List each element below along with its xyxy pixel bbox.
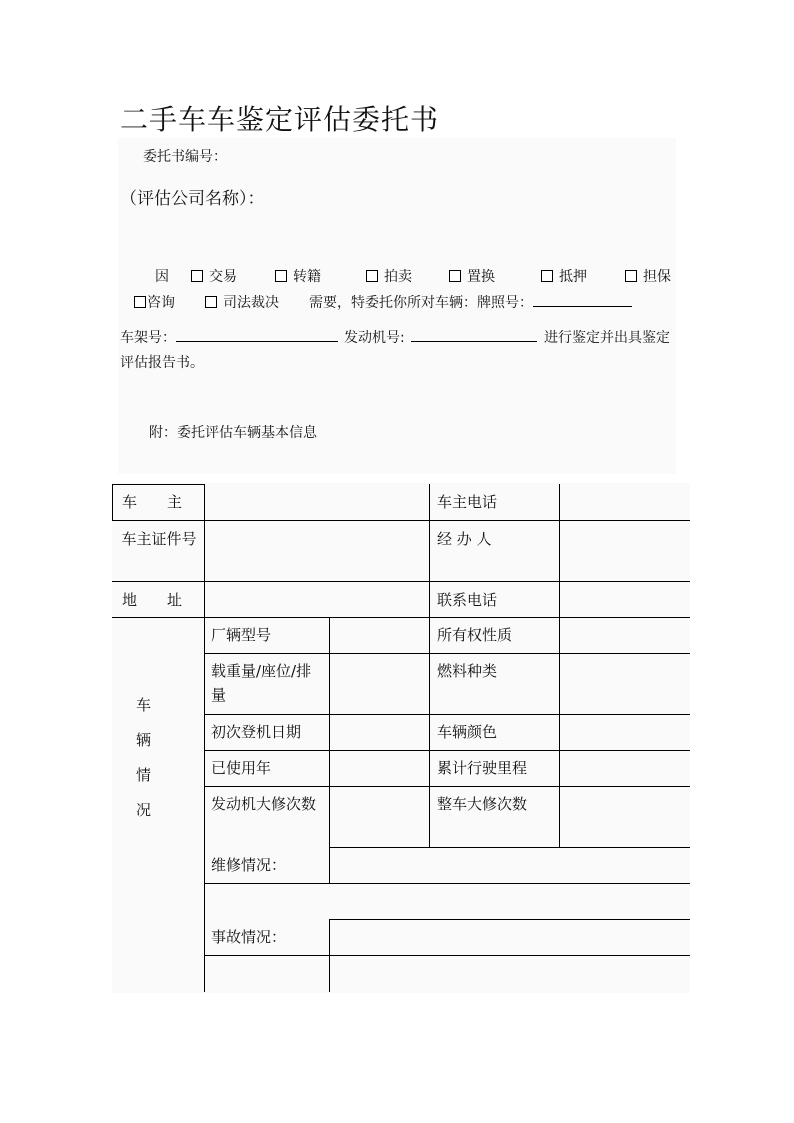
vehicle-overhaul-label: 整车大修次数 [437,795,528,813]
engine-overhaul-label: 发动机大修次数 [211,795,317,813]
mileage-label: 累计行驶里程 [437,759,528,777]
vehicle-status-char: 况 [136,801,152,819]
checkbox-icon[interactable] [205,296,217,308]
checkbox-icon[interactable] [366,270,378,282]
ownership-label: 所有权性质 [437,626,513,644]
load-label: 载重量/座位/排量 [211,662,312,704]
option-auction[interactable]: 拍卖 [366,266,412,286]
accident-label: 事故情况： [211,928,287,946]
repair-label: 维修情况： [211,856,287,874]
option-trade[interactable]: 交易 [191,266,237,286]
frame-number-field[interactable] [176,327,338,342]
handler-label: 经 办 人 [437,530,492,548]
company-name-label: （评估公司名称）： [120,189,265,209]
vehicle-status-char: 辆 [136,731,152,749]
option-transfer[interactable]: 转籍 [275,266,321,286]
checkbox-icon[interactable] [134,296,146,308]
color-label: 车辆颜色 [437,723,498,741]
checkbox-icon[interactable] [541,270,553,282]
plate-number-field[interactable] [533,292,632,307]
owner-label: 车 主 [122,493,183,511]
owner-phone-label: 车主电话 [437,493,498,511]
checkbox-icon[interactable] [449,270,461,282]
tail-text: 进行鉴定并出具鉴定 [544,330,670,346]
address-label: 地 址 [122,591,183,609]
option-judicial[interactable]: 司法裁决 [205,292,279,312]
fuel-label: 燃料种类 [437,662,498,680]
document-title: 二手车车鉴定评估委托书 [120,103,440,136]
option-guarantee[interactable]: 担保 [625,266,671,286]
engine-number-label: 发动机号: [344,330,405,346]
vehicle-info-table [112,483,690,993]
tail-text-2: 评估报告书。 [120,355,204,371]
vehicle-status-char: 车 [136,696,152,714]
form-number-label: 委托书编号： [143,149,227,165]
model-label: 厂辆型号 [211,626,272,644]
vehicle-status-char: 情 [136,766,152,784]
option-replacement[interactable]: 置换 [449,266,495,286]
checkbox-icon[interactable] [275,270,287,282]
contact-phone-label: 联系电话 [437,591,498,609]
engine-number-field[interactable] [411,327,537,342]
need-text: 需要，特委托你所对车辆：牌照号： [309,295,533,311]
option-consult[interactable]: 咨询 [134,292,175,312]
attachment-text: 附：委托评估车辆基本信息 [149,425,317,441]
checkbox-icon[interactable] [191,270,203,282]
id-number-label: 车主证件号 [121,530,197,548]
first-registration-label: 初次登机日期 [211,723,302,741]
checkbox-icon[interactable] [625,270,637,282]
frame-number-label: 车架号： [120,330,176,346]
years-used-label: 已使用年 [211,759,272,777]
because-text: 因 [155,269,169,285]
option-mortgage[interactable]: 抵押 [541,266,587,286]
